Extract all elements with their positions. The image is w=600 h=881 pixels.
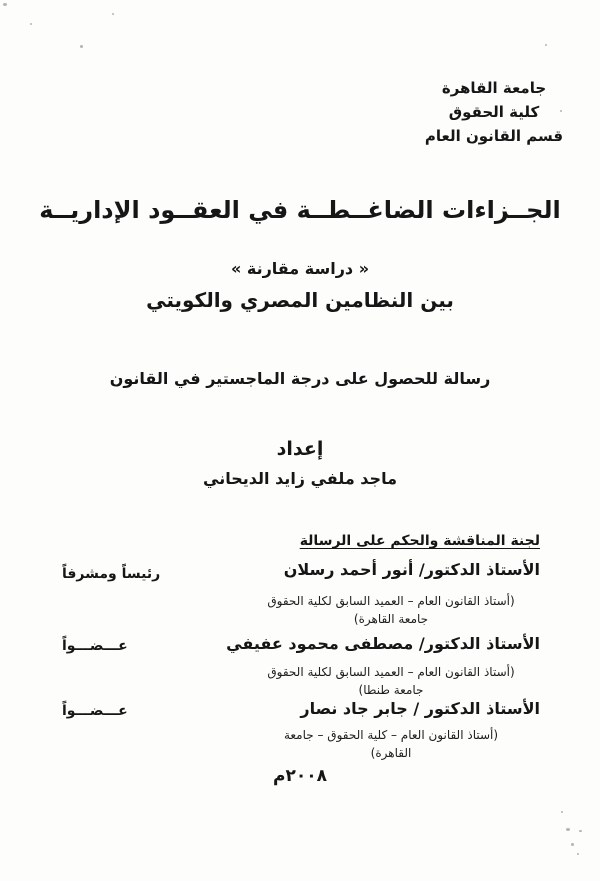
scan-speck [3, 3, 7, 6]
member-description-line: (أستاذ القانون العام – العميد السابق لكلية الحقوق [267, 665, 515, 679]
committee-member-description [266, 663, 516, 699]
member-description-line: (أستاذ القانون العام – كلية الحقوق – جامعة القاهرة) [283, 728, 499, 760]
scan-speck [577, 853, 579, 855]
scan-speck [545, 44, 547, 46]
scan-speck [579, 830, 582, 832]
scan-speck [571, 843, 574, 846]
scan-speck [560, 110, 562, 112]
committee-member-role: رئيساً ومشرفاً [62, 566, 161, 582]
committee-member-role: عـــضـــواً [62, 638, 128, 654]
member-description-line: جامعة القاهرة) [353, 612, 429, 626]
thesis-title: الجــزاءات الضاغــطــة في العقــود الإداريــة [39, 196, 561, 224]
scan-speck [112, 13, 114, 15]
committee-member-description [266, 726, 516, 762]
committee-member-description [266, 592, 516, 628]
department-name: قسم القانون العام [424, 127, 564, 145]
thesis-subtitle: « دراسة مقارنة » [230, 259, 370, 278]
member-description-line: (أستاذ القانون العام – العميد السابق لكلية الحقوق [267, 594, 515, 608]
publication-year: ٢٠٠٨م [273, 766, 327, 786]
scan-speck [30, 23, 32, 25]
university-name: جامعة القاهرة [441, 79, 547, 97]
faculty-name: كلية الحقوق [448, 103, 540, 121]
institution-header [410, 76, 578, 148]
scan-speck [80, 45, 83, 48]
committee-member-role: عـــضـــواً [62, 703, 128, 719]
committee-member-name: الأستاذ الدكتور/ أنور أحمد رسلان [283, 560, 540, 579]
thesis-scope: بين النظامين المصري والكويتي [146, 288, 454, 312]
committee-member-name: الأستاذ الدكتور / جابر جاد نصار [300, 699, 540, 718]
committee-heading: لجنة المناقشة والحكم على الرسالة [299, 533, 540, 549]
committee-member-name: الأستاذ الدكتور/ مصطفى محمود عفيفي [226, 634, 540, 653]
scan-speck [566, 828, 570, 831]
author-name: ماجد ملفي زايد الديحاني [203, 469, 397, 488]
scan-speck [561, 811, 563, 813]
degree-statement: رسالة للحصول على درجة الماجستير في القانون [109, 369, 491, 388]
prepared-by-label: إعداد [276, 438, 324, 460]
member-description-line: جامعة طنطا) [358, 683, 424, 697]
